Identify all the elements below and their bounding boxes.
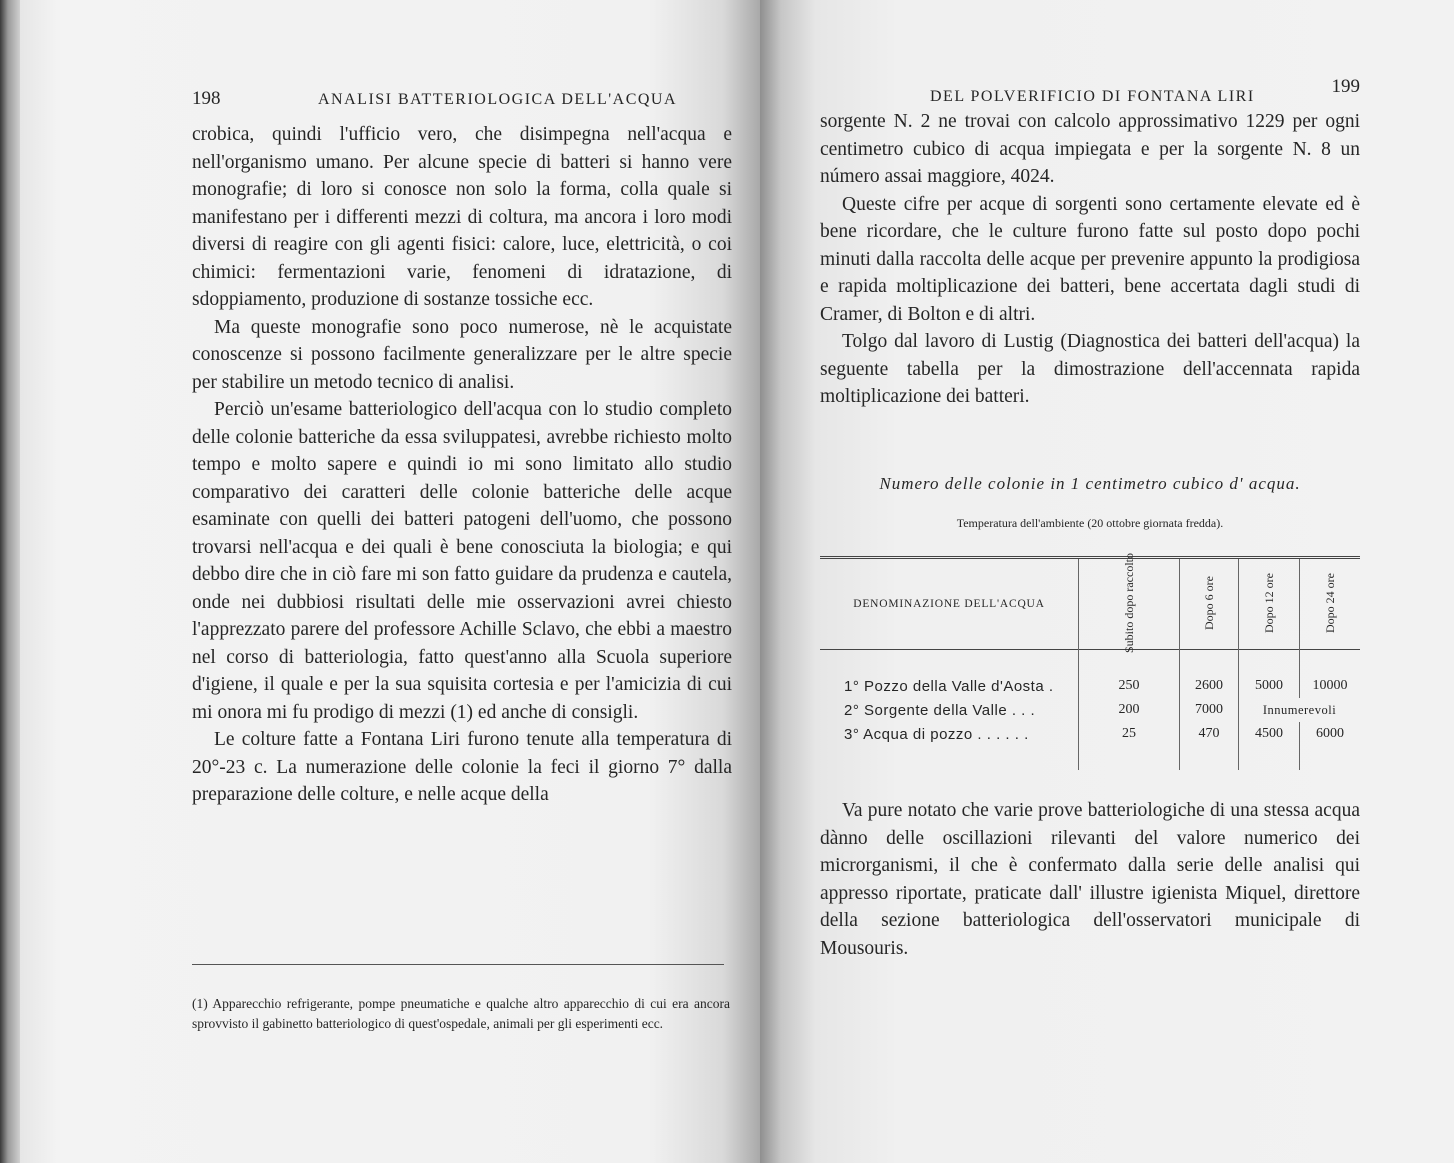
- table-row: [820, 722, 1360, 770]
- cell-value: 6000: [1300, 722, 1361, 770]
- row-name: [820, 650, 1079, 699]
- row-name-text: 3° Acqua di pozzo: [844, 725, 973, 743]
- right-closing-body: [820, 797, 1360, 962]
- cell-value: 25: [1079, 722, 1180, 770]
- colonies-table: [820, 553, 1360, 770]
- row-leader: .: [1044, 677, 1054, 695]
- footnote-rule: [192, 964, 724, 965]
- right-body: [820, 108, 1360, 411]
- right-paragraph-4: Va pure notato che varie prove batteriologiche di una stessa acqua dànno delle oscillazioni rilevanti del valore numerico dei microrganismi, il che è confermato dalla serie delle analisi qui appresso riportate, praticate dall' illustre igienista Miquel, direttore della sezione batteriologica dell'osservatori municipale di Mousouris.: [820, 800, 1360, 959]
- cell-value: 5000: [1239, 650, 1300, 699]
- row-leader: . . .: [1007, 701, 1036, 719]
- col-label-1: Subito dopo raccolto: [1122, 553, 1137, 653]
- left-page-number: 198: [192, 88, 221, 109]
- col-label-4: Dopo 24 ore: [1323, 573, 1337, 633]
- cell-value: 10000: [1300, 650, 1361, 699]
- table-header-col-4: [1300, 558, 1361, 650]
- row-name: [820, 722, 1079, 770]
- table-header-col-1: [1079, 553, 1180, 653]
- left-paragraph-4: Le colture fatte a Fontana Liri furono tenute alla temperatura di 20°-23 c. La numerazione delle colonie la feci il giorno 7° dalla preparazione delle colture, e nelle acque della: [192, 729, 732, 805]
- row-name-text: 2° Sorgente della Valle: [844, 701, 1008, 719]
- cell-value: 4500: [1239, 722, 1300, 770]
- col-label-2: Dopo 6 ore: [1202, 576, 1216, 630]
- book-edge: [0, 0, 20, 1163]
- left-paragraph-3: Perciò un'esame batteriologico dell'acqua con lo studio completo delle colonie batteriche da essa sviluppatesi, avrebbe richiesto molto tempo e molto sapere e quindi io mi sono limitato allo studio comparativo dei caratteri delle colonie batteriche delle acque esaminate con quelli dei batteri patogeni dell'uomo, che possono trovarsi nell'acqua e dei quali è bene conosciuta la biologia; e qui debbo dire che in ciò fare mi son fatto guidare da prudenza e cautela, onde nei dubbiosi risultati delle mie osservazioni avrei chiesto l'apprezzato parere del professore Achille Sclavo, che ebbi a maestro nel corso di batteriologia, fatto quest'anno alla Scuola superiore d'igiene, il quale e per la sua squisita cortesia e per l'amicizia di cui mi onora mi fu prodigo di mezzi (1) ed anche di consigli.: [192, 399, 732, 723]
- right-paragraph-1: sorgente N. 2 ne trovai con calcolo approssimativo 1229 per ogni centimetro cubico di acqua impiegata e per la sorgente N. 8 un número assai maggiore, 4024.: [820, 111, 1360, 187]
- table-subtitle: Temperatura dell'ambiente (20 ottobre giornata fredda).: [956, 516, 1224, 530]
- table-header-name: DENOMINAZIONE DELL'ACQUA: [853, 598, 1045, 610]
- table-row: [820, 698, 1360, 722]
- cell-value: 7000: [1180, 698, 1239, 722]
- left-running-head: [192, 88, 732, 110]
- col-label-3: Dopo 12 ore: [1262, 573, 1276, 633]
- left-footnote: (1) Apparecchio refrigerante, pompe pneumatiche e qualche altro apparecchio di cui era ancora sprovvisto il gabinetto batteriologico di quest'ospedale, animali per gli esperimenti ecc.: [192, 996, 730, 1031]
- left-paragraph-2: Ma queste monografie sono poco numerose, nè le acquistate conoscenze si possono facilmente generalizzare per le altre specie per stabilire un metodo tecnico di analisi.: [192, 316, 732, 393]
- row-name: [820, 698, 1079, 722]
- cell-value: 250: [1079, 650, 1180, 699]
- left-running-title: ANALISI BATTERIOLOGICA DELL'ACQUA: [318, 91, 678, 108]
- row-leader: . . . . . .: [972, 725, 1029, 743]
- right-running-head: [930, 76, 1360, 106]
- left-body: [192, 121, 732, 809]
- row-name-text: 1° Pozzo della Valle d'Aosta: [844, 677, 1045, 695]
- cell-value-merged: Innumerevoli: [1239, 698, 1361, 722]
- table-caption: [820, 474, 1360, 531]
- table-header-col-3: [1239, 558, 1300, 650]
- table-header-row: [820, 558, 1360, 650]
- right-page-number: 199: [1331, 76, 1360, 97]
- right-paragraph-2: Queste cifre per acque di sorgenti sono certamente elevate ed è bene ricordare, che le culture furono fatte sul posto dopo pochi minuti dalla raccolta delle acque per prevenire appunto la prodigiosa e rapida moltiplicazione dei batteri, bene accertata dagli studi di Cramer, di Bolton e di altri.: [820, 193, 1360, 325]
- table-header-col-2: [1180, 558, 1239, 650]
- table-title: Numero delle colonie in 1 centimetro cubico d' acqua.: [879, 474, 1301, 493]
- cell-value: 2600: [1180, 650, 1239, 699]
- right-paragraph-3: Tolgo dal lavoro di Lustig (Diagnostica dei batteri dell'acqua) la seguente tabella per la dimostrazione dell'accennata rapida moltiplicazione dei batteri.: [820, 331, 1360, 407]
- table-row: [820, 650, 1360, 699]
- cell-value: 200: [1079, 698, 1180, 722]
- cell-value: 470: [1180, 722, 1239, 770]
- left-paragraph-1: crobica, quindi l'ufficio vero, che disimpegna nell'acqua e nell'organismo umano. Per alcune specie di batteri si hanno vere monografie; di loro si conosce non solo la forma, colla quale si manifestano per i differenti mezzi di coltura, ma ancora i loro modi diversi di reagire con gli agenti fisici: calore, luce, elettricità, o coi chimici: fermentazioni varie, fenomeni di idratazione, di sdoppiamento, produzione di sostanze tossiche ecc.: [192, 124, 732, 310]
- right-running-title: DEL POLVERIFICIO DI FONTANA LIRI: [930, 88, 1255, 105]
